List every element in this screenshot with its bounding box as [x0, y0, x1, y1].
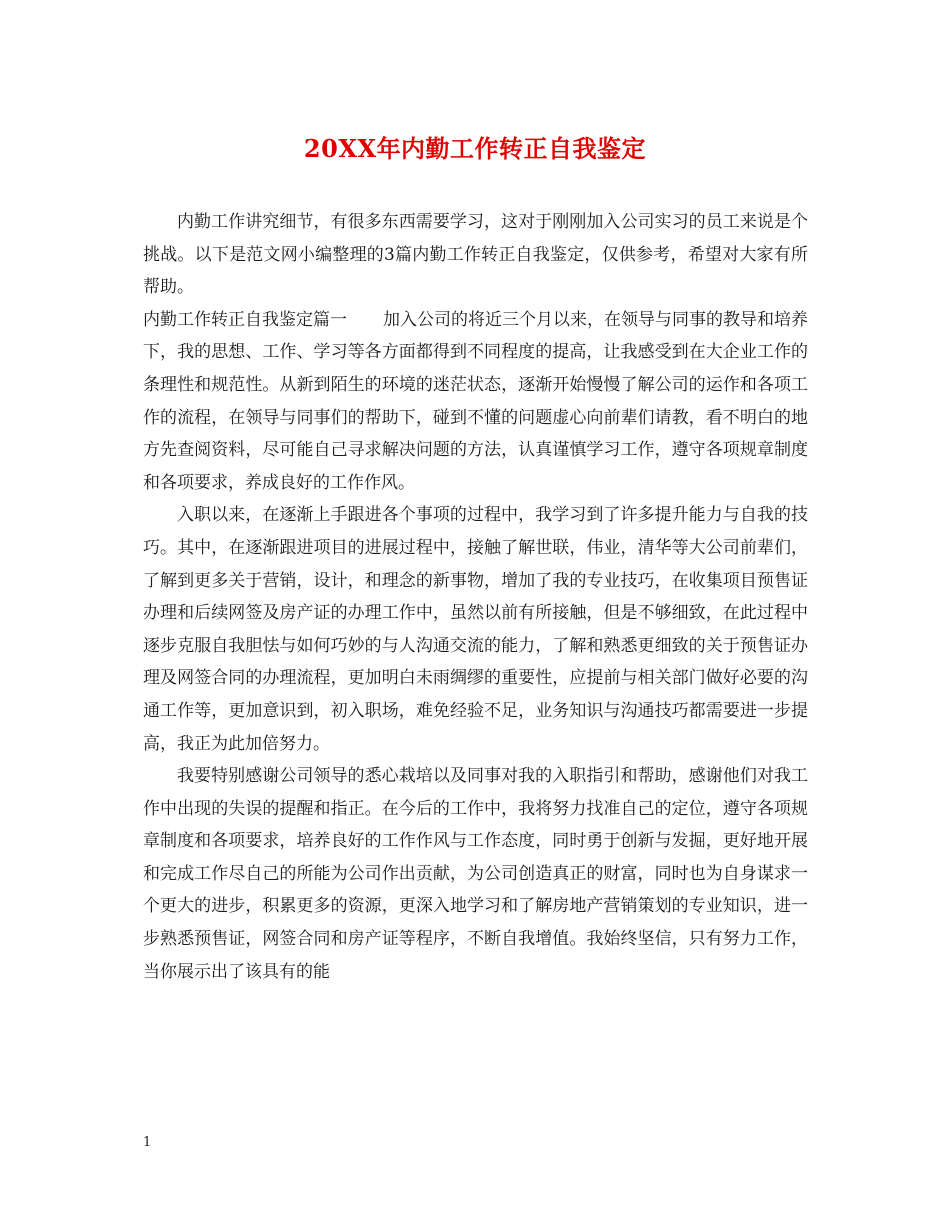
section-heading: 内勤工作转正自我鉴定篇一: [143, 309, 347, 330]
section-paragraph: [143, 304, 808, 500]
section-lead-text: 加入公司的将近三个月以来，在领导与同事的教导和培养下，我的思想、工作、学习等各方面都得到不同程度的提高，让我感受到在大企业工作的条理性和规范性。从新到陌生的环境的迷茫状态，逐渐开始慢慢了解公司的运作和各项工作的流程，在领导与同事们的帮助下，碰到不懂的问题虚心向前辈们请教，看不明白的地方先查阅资料，尽可能自己寻求解决问题的方法，认真谨慎学习工作，遵守各项规章制度和各项要求，养成良好的工作作风。: [143, 309, 808, 493]
document-body: [143, 206, 808, 988]
intro-paragraph: 内勤工作讲究细节，有很多东西需要学习，这对于刚刚加入公司实习的员工来说是个挑战。以下是范文网小编整理的3篇内勤工作转正自我鉴定，仅供参考，希望对大家有所帮助。: [143, 212, 808, 298]
document-title: 20XX年内勤工作转正自我鉴定: [303, 134, 647, 163]
page-number: 1: [143, 1135, 152, 1150]
body-paragraph-2: 入职以来，在逐渐上手跟进各个事项的过程中，我学习到了许多提升能力与自我的技巧。其中，在逐渐跟进项目的进展过程中，接触了解世联，伟业，清华等大公司前辈们，了解到更多关于营销，设计，和理念的新事物，增加了我的专业技巧，在收集项目预售证办理和后续网签及房产证的办理工作中，虽然以前有所接触，但是不够细致，在此过程中逐步克服自我胆怯与如何巧妙的与人沟通交流的能力，了解和熟悉更细致的关于预售证办理及网签合同的办理流程，更加明白未雨绸缪的重要性，应提前与相关部门做好必要的沟通工作等，更加意识到，初入职场，难免经验不足，业务知识与沟通技巧都需要进一步提高，我正为此加倍努力。: [143, 505, 808, 754]
body-paragraph-3: 我要特别感谢公司领导的悉心栽培以及同事对我的入职指引和帮助，感谢他们对我工作中出现的失误的提醒和指正。在今后的工作中，我将努力找准自己的定位，遵守各项规章制度和各项要求，培养良好的工作作风与工作态度，同时勇于创新与发掘，更好地开展和完成工作尽自己的所能为公司作出贡献，为公司创造真正的财富，同时也为自身谋求一个更大的进步，积累更多的资源，更深入地学习和了解房地产营销策划的专业知识，进一步熟悉预售证，网签合同和房产证等程序，不断自我增值。我始终坚信，只有努力工作，当你展示出了该具有的能: [143, 766, 808, 982]
